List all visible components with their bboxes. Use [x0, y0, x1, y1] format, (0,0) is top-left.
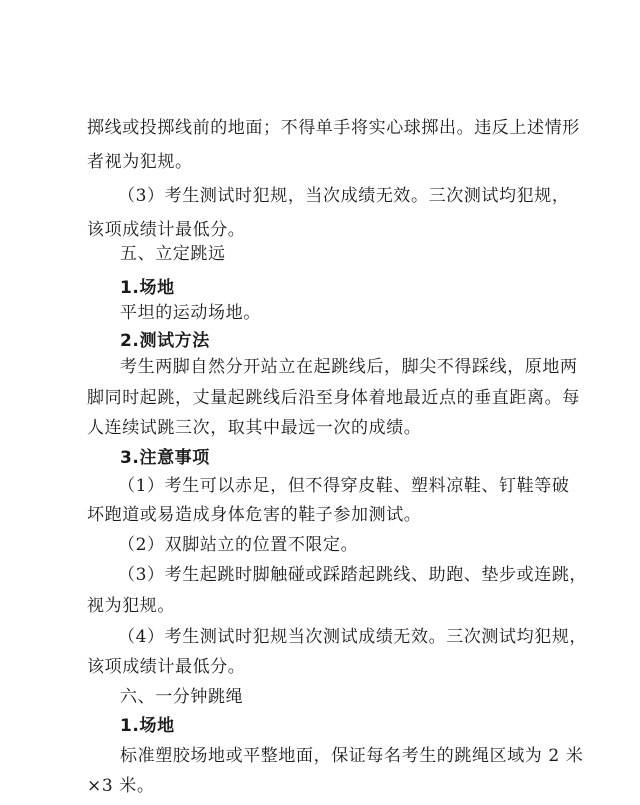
- paragraph-line: 该项成绩计最低分。: [87, 220, 246, 240]
- section-heading: 五、立定跳远: [120, 244, 226, 264]
- paragraph-line: ×3 米。: [87, 776, 155, 796]
- paragraph-line: 标准塑胶场地或平整地面，保证每名考生的跳绳区域为 2 米: [120, 746, 584, 766]
- paragraph-line: 脚同时起跳，丈量起跳线后沿至身体着地最近点的垂直距离。每: [87, 388, 580, 408]
- paragraph-line: 掷线或投掷线前的地面；不得单手将实心球掷出。违反上述情形: [87, 118, 580, 138]
- paragraph-line: 考生两脚自然分开站立在起跳线后，脚尖不得踩线，原地两: [120, 357, 578, 377]
- paragraph-line: （2）双脚站立的位置不限定。: [118, 535, 359, 555]
- paragraph-line: 平坦的运动场地。: [120, 303, 261, 323]
- paragraph-line: （4）考生测试时犯规当次测试成绩无效。三次测试均犯规，: [118, 627, 588, 647]
- paragraph-line: 人连续试跳三次，取其中最远一次的成绩。: [87, 418, 422, 438]
- section-heading: 六、一分钟跳绳: [120, 687, 244, 707]
- paragraph-line: （3）考生测试时犯规，当次成绩无效。三次测试均犯规，: [118, 186, 570, 206]
- paragraph-line: （3）考生起跳时脚触碰或踩踏起跳线、助跑、垫步或连跳，: [118, 565, 588, 585]
- subsection-heading: 1.场地: [120, 278, 175, 298]
- paragraph-line: 者视为犯规。: [87, 152, 193, 172]
- subsection-heading: 2.测试方法: [120, 331, 210, 351]
- paragraph-line: （1）考生可以赤足，但不得穿皮鞋、塑料凉鞋、钉鞋等破: [118, 476, 570, 496]
- subsection-heading: 1.场地: [120, 716, 175, 736]
- paragraph-line: 该项成绩计最低分。: [87, 657, 246, 677]
- subsection-heading: 3.注意事项: [120, 448, 210, 468]
- paragraph-line: 视为犯规。: [87, 596, 175, 616]
- paragraph-line: 坏跑道或易造成身体危害的鞋子参加测试。: [87, 505, 422, 525]
